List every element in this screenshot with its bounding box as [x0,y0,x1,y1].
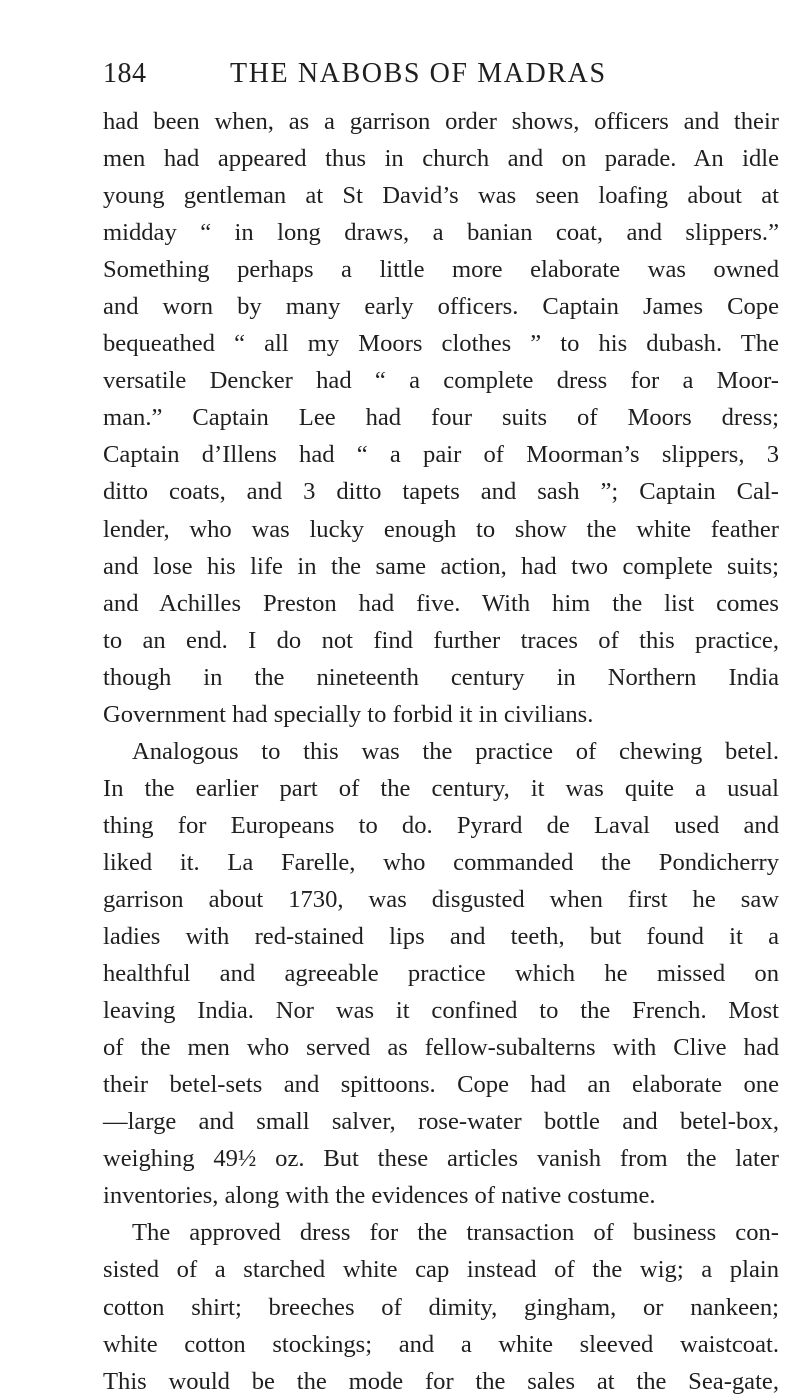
text-line: cotton shirt; breeches of dimity, gingham, or nankeen; [103,1293,779,1321]
text-line: versatile Dencker had “ a complete dress for a Moor- [103,367,779,395]
text-line: man.” Captain Lee had four suits of Moors dress; [103,404,779,432]
text-line: thing for Europeans to do. Pyrard de Laval used and [103,811,779,839]
text-line: Captain d’Illens had “ a pair of Moorman’s slippers, 3 [103,441,779,469]
text-line: garrison about 1730, was disgusted when first he saw [103,885,779,913]
text-line: their betel-sets and spittoons. Cope had an elaborate one [103,1071,779,1099]
text-line: healthful and agreeable practice which he missed on [103,960,779,988]
text-line: Government had specially to forbid it in civilians. [103,700,594,728]
text-line: inventories, along with the evidences of native costume. [103,1182,656,1210]
text-line: liked it. La Farelle, who commanded the Pondicherry [103,848,779,876]
text-line: The approved dress for the transaction of business con- [132,1219,779,1247]
page-number: 184 [103,58,147,89]
text-line: Something perhaps a little more elaborate was owned [103,256,779,284]
text-line: white cotton stockings; and a white sleeved waistcoat. [103,1330,779,1358]
text-line: had been when, as a garrison order shows, officers and their [103,108,779,135]
text-line: and worn by many early officers. Captain James Cope [103,293,779,321]
text-line: ladies with red-stained lips and teeth, but found it a [103,923,779,951]
text-line: midday “ in long draws, a banian coat, and slippers.” [103,219,779,247]
text-line: and Achilles Preston had five. With him the list comes [103,589,779,617]
running-head: THE NABOBS OF MADRAS [230,58,607,89]
text-line: though in the nineteenth century in Northern India [103,663,779,691]
text-line: leaving India. Nor was it confined to the French. Most [103,997,779,1025]
text-line: bequeathed “ all my Moors clothes ” to his dubash. The [103,330,779,358]
text-line: sisted of a starched white cap instead of the wig; a plain [103,1256,779,1284]
body-text [103,103,779,1400]
text-line: weighing 49½ oz. But these articles vanish from the later [103,1145,779,1173]
text-line: In the earlier part of the century, it was quite a usual [103,774,779,802]
text-line: men had appeared thus in church and on parade. An idle [103,145,779,173]
text-line: ditto coats, and 3 ditto tapets and sash ”; Captain Cal- [103,478,779,506]
text-line: Analogous to this was the practice of chewing betel. [132,737,779,765]
text-line: —large and small salver, rose-water bottle and betel-box, [103,1108,779,1136]
text-line: to an end. I do not find further traces of this practice, [103,626,779,654]
text-line: young gentleman at St David’s was seen loafing about at [103,182,779,210]
text-line: and lose his life in the same action, had two complete suits; [103,552,779,580]
text-line: of the men who served as fellow-subalterns with Clive had [103,1034,779,1062]
page-header [103,58,703,92]
text-line: lender, who was lucky enough to show the white feather [103,515,779,543]
text-line: This would be the mode for the sales at the Sea-gate, [103,1367,779,1395]
